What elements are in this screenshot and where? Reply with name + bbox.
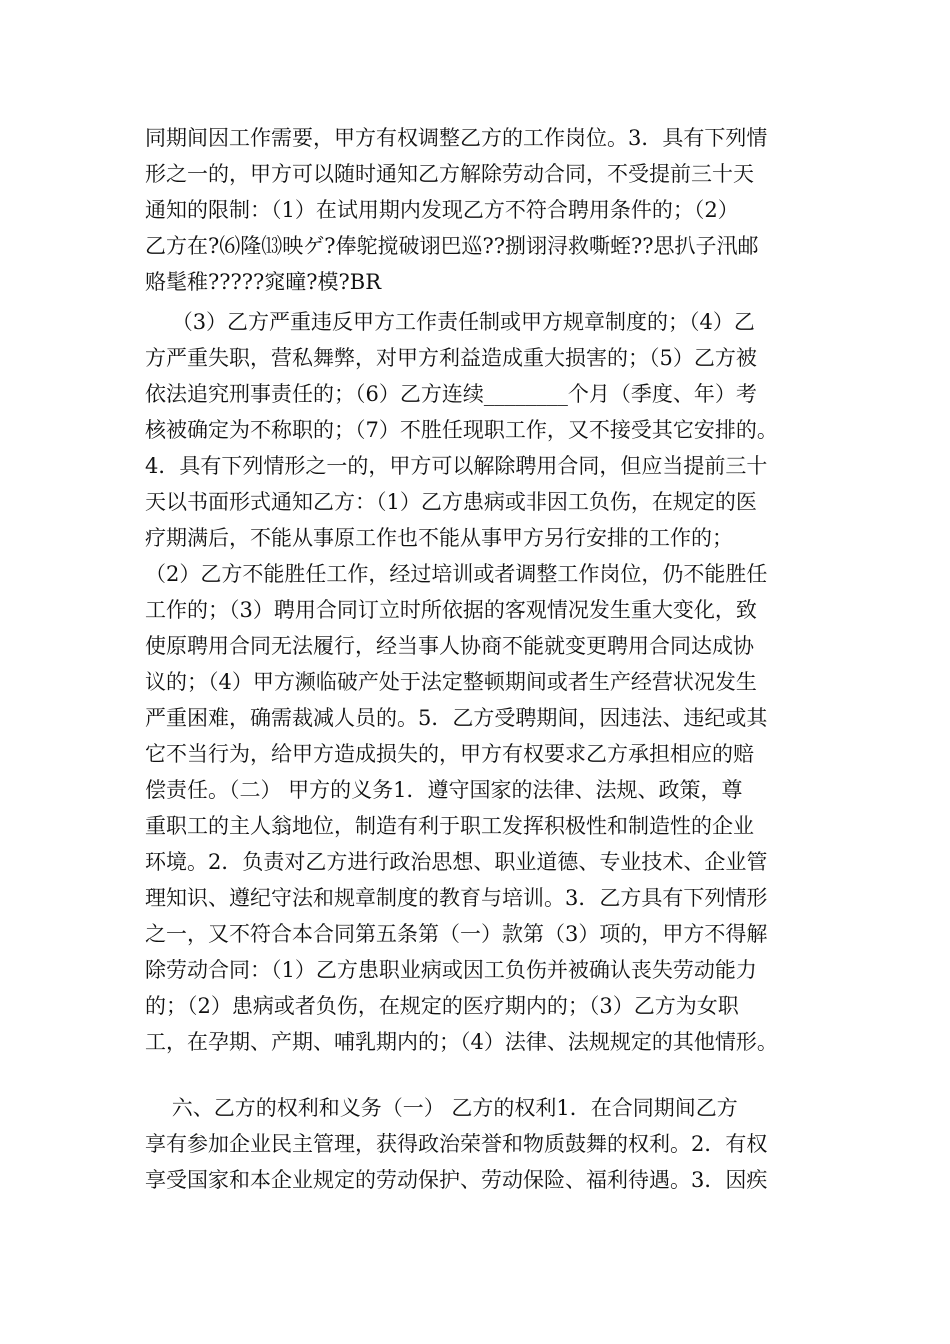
text-line: 形之一的，甲方可以随时通知乙方解除劳动合同，不受提前三十天 — [145, 162, 754, 186]
text-line: 环境。2．负责对乙方进行政治思想、职业道德、专业技术、企业管 — [145, 850, 768, 874]
text-line: 赂髦稚?????窕曈?模?BR — [145, 270, 382, 294]
text-line: 4．具有下列情形之一的，甲方可以解除聘用合同，但应当提前三十 — [145, 454, 768, 478]
text-line: 同期间因工作需要，甲方有权调整乙方的工作岗位。3．具有下列情 — [145, 126, 768, 150]
text-line: 通知的限制：（1）在试用期内发现乙方不符合聘用条件的；（2） — [145, 198, 739, 222]
paragraph-3 — [145, 1090, 825, 1198]
text-line: 它不当行为，给甲方造成损失的，甲方有权要求乙方承担相应的赔 — [145, 742, 754, 766]
text-line: 天以书面形式通知乙方：（1）乙方患病或非因工负伤，在规定的医 — [145, 490, 757, 514]
text-line: 工作的；（3）聘用合同订立时所依据的客观情况发生重大变化，致 — [145, 598, 757, 622]
text-line: 之一，又不符合本合同第五条第（一）款第（3）项的，甲方不得解 — [145, 922, 768, 946]
text-line: （3）乙方严重违反甲方工作责任制或甲方规章制度的；（4）乙 — [145, 310, 755, 334]
text-line: （2）乙方不能胜任工作，经过培训或者调整工作岗位，仍不能胜任 — [145, 562, 768, 586]
text-line: 的；（2）患病或者负伤，在规定的医疗期内的；（3）乙方为女职 — [145, 994, 739, 1018]
text-line: 重职工的主人翁地位，制造有利于职工发挥积极性和制造性的企业 — [145, 814, 754, 838]
text-line: 理知识、遵纪守法和规章制度的教育与培训。3．乙方具有下列情形 — [145, 886, 768, 910]
text-line: 核被确定为不称职的；（7）不胜任现职工作，又不接受其它安排的。 — [145, 418, 778, 442]
text-line: 方严重失职，营私舞弊，对甲方利益造成重大损害的；（5）乙方被 — [145, 346, 757, 370]
text-line: 乙方在?⑹隆⒀映ゲ?俸鸵搅破诩巴巡??捌诩浔救嘶蛭??思扒子汛邮 — [145, 234, 759, 258]
text-line: 享受国家和本企业规定的劳动保护、劳动保险、福利待遇。3．因疾 — [145, 1168, 768, 1192]
paragraph-2 — [145, 304, 825, 1060]
text-line: 使原聘用合同无法履行，经当事人协商不能就变更聘用合同达成协 — [145, 634, 754, 658]
text-line: 依法追究刑事责任的；（6）乙方连续________个月（季度、年）考 — [145, 382, 757, 406]
text-line: 疗期满后，不能从事原工作也不能从事甲方另行安排的工作的； — [145, 526, 733, 550]
text-line: 六、乙方的权利和义务（一） 乙方的权利1．在合同期间乙方 — [145, 1096, 738, 1120]
text-line: 享有参加企业民主管理，获得政治荣誉和物质鼓舞的权利。2．有权 — [145, 1132, 768, 1156]
text-line: 工，在孕期、产期、哺乳期内的；（4）法律、法规规定的其他情形。 — [145, 1030, 778, 1054]
text-line: 严重困难，确需裁减人员的。5．乙方受聘期间，因违法、违纪或其 — [145, 706, 768, 730]
text-line: 偿责任。（二） 甲方的义务1．遵守国家的法律、法规、政策，尊 — [145, 778, 743, 802]
text-line: 议的；（4）甲方濒临破产处于法定整顿期间或者生产经营状况发生 — [145, 670, 757, 694]
text-line: 除劳动合同：（1）乙方患职业病或因工负伤并被确认丧失劳动能力 — [145, 958, 757, 982]
paragraph-1 — [145, 120, 825, 300]
